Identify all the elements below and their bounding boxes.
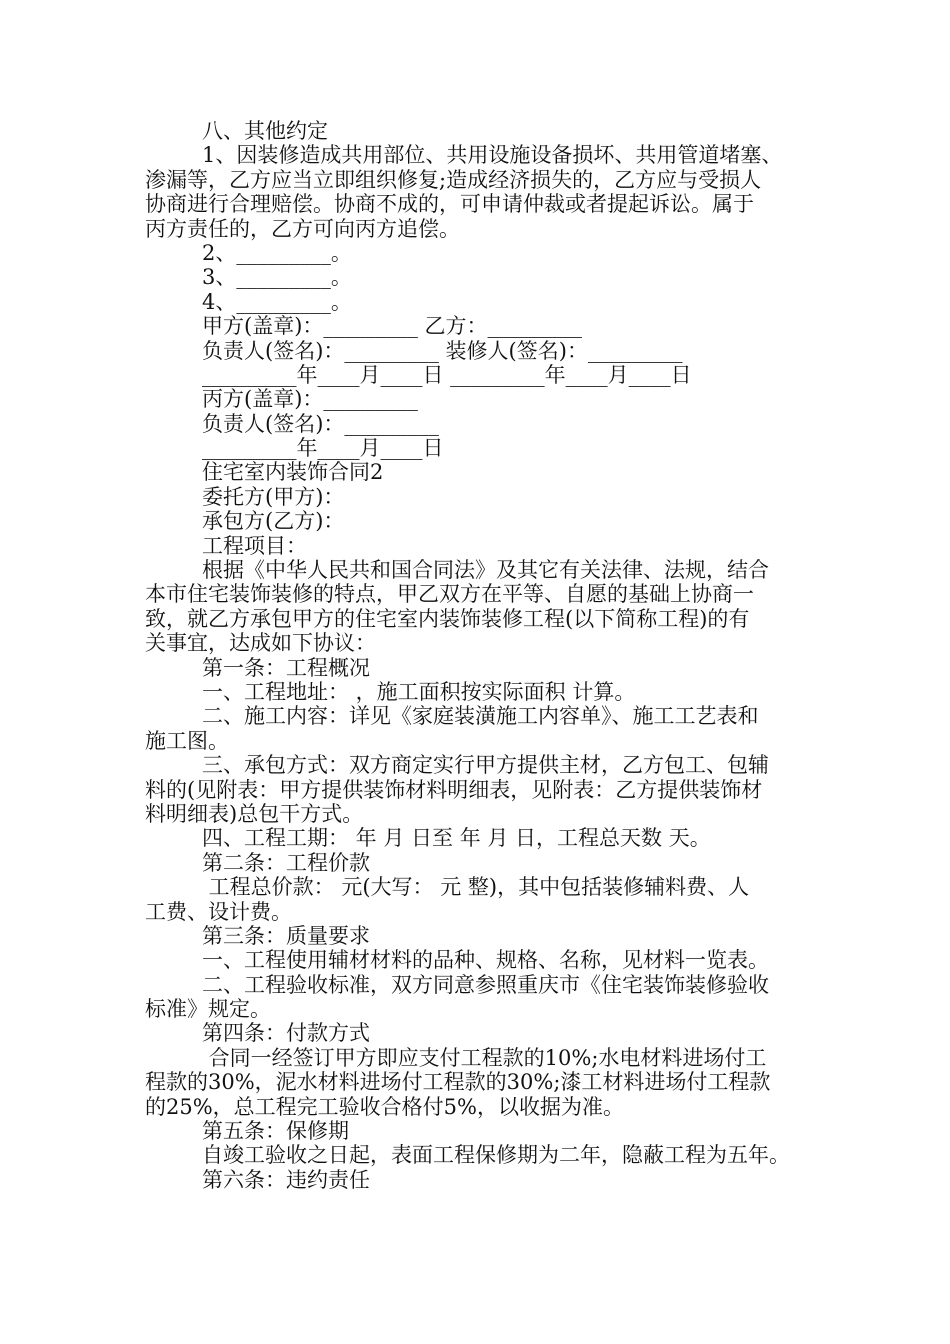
text-line: 八、其他约定 <box>202 119 328 143</box>
text-line: 本市住宅装饰装修的特点，甲乙双方在平等、自愿的基础上协商一 <box>145 582 754 607</box>
text-line: 渗漏等，乙方应当立即组织修复;造成经济损失的，乙方应与受损人 <box>145 167 762 192</box>
text-line: 工费、设计费。 <box>145 899 292 924</box>
text-line: 施工图。 <box>145 728 229 753</box>
text-line: 料明细表)总包干方式。 <box>145 801 364 826</box>
text-line: 第二条：工程价款 <box>202 850 370 875</box>
text-line: 自竣工验收之日起，表面工程保修期为二年，隐蔽工程为五年。 <box>202 1143 790 1168</box>
text-line: 第五条：保修期 <box>202 1119 349 1144</box>
text-line: 工程总价款： 元(大写： 元 整)，其中包括装修辅料费、人 <box>202 875 750 900</box>
document-body <box>145 119 815 1192</box>
text-line: 第六条：违约责任 <box>202 1167 370 1192</box>
text-line: 住宅室内装饰合同2 <box>202 460 384 485</box>
text-line: 一、工程使用辅材材料的品种、规格、名称，见材料一览表。 <box>202 948 769 973</box>
text-line: 承包方(乙方)： <box>202 509 345 534</box>
text-line: 4、_________。 <box>202 289 352 314</box>
text-line: 2、_________。 <box>202 240 352 265</box>
text-line: 负责人(签名)：_________ 装修人(签名)：_________ <box>202 338 683 363</box>
text-line: 工程项目： <box>202 533 307 558</box>
text-line: 第四条：付款方式 <box>202 1021 370 1046</box>
text-line: _________年____月____日 <box>202 436 444 461</box>
text-line: 标准》规定。 <box>145 997 271 1022</box>
text-line: 程款的30%，泥水材料进场付工程款的30%;漆工材料进场付工程款 <box>145 1070 771 1095</box>
text-line: 甲方(盖章)：_________ 乙方：_________ <box>202 314 583 339</box>
text-line: 关事宜，达成如下协议： <box>145 631 376 656</box>
text-line: 第一条：工程概况 <box>202 655 370 680</box>
text-line: 料的(见附表：甲方提供装饰材料明细表，见附表：乙方提供装饰材 <box>145 777 763 802</box>
text-line: 一、工程地址： ，施工面积按实际面积 计算。 <box>202 679 636 704</box>
text-line: 3、_________。 <box>202 265 352 290</box>
text-line: 致，就乙方承包甲方的住宅室内装饰装修工程(以下简称工程)的有 <box>145 606 750 631</box>
text-line: 1、因装修造成共用部位、共用设施设备损坏、共用管道堵塞、 <box>202 143 783 168</box>
text-line: _________年____月____日 _________年____月____日 <box>202 362 692 387</box>
text-line: 三、承包方式：双方商定实行甲方提供主材，乙方包工、包辅 <box>202 753 769 778</box>
text-line: 丙方责任的，乙方可向丙方追偿。 <box>145 216 460 241</box>
text-line: 二、施工内容：详见《家庭装潢施工内容单》、施工工艺表和 <box>202 704 759 729</box>
text-line: 第三条：质量要求 <box>202 923 370 948</box>
text-line: 协商进行合理赔偿。协商不成的，可申请仲裁或者提起诉讼。属于 <box>145 192 754 217</box>
text-line: 四、工程工期： 年 月 日至 年 月 日，工程总天数 天。 <box>202 826 711 851</box>
text-line: 根据《中华人民共和国合同法》及其它有关法律、法规，结合 <box>202 558 769 583</box>
text-line: 合同一经签订甲方即应支付工程款的10%;水电材料进场付工 <box>202 1045 767 1070</box>
text-line: 的25%，总工程完工验收合格付5%，以收据为准。 <box>145 1094 624 1119</box>
text-line: 委托方(甲方)： <box>202 484 345 509</box>
text-line: 负责人(签名)：_________ <box>202 411 439 436</box>
text-line: 丙方(盖章)：_________ <box>202 387 418 412</box>
text-line: 二、工程验收标准，双方同意参照重庆市《住宅装饰装修验收 <box>202 972 769 997</box>
